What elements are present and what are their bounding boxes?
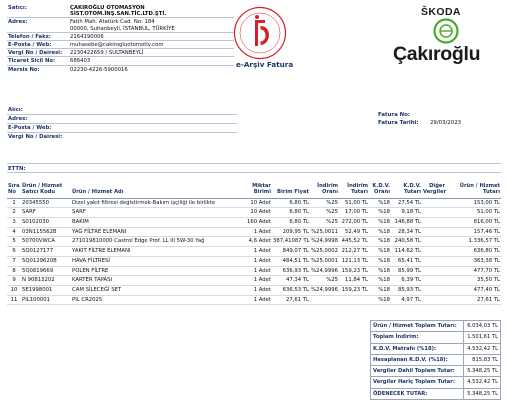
item-cell: [422, 247, 446, 257]
invoice-no-label: Fatura No:: [378, 112, 410, 118]
item-cell: 8: [7, 266, 21, 276]
total-label: Ürün / Hizmet Toplam Tutarı:: [371, 321, 464, 332]
item-cell: 11: [7, 295, 21, 305]
seller-row: [7, 65, 234, 73]
total-label: Vergiler Hariç Toplam Tutar:: [371, 377, 464, 388]
item-cell: %18: [369, 198, 391, 208]
item-cell: 157,46 TL: [446, 227, 501, 237]
items-header-cell: K.D.V. Oranı: [369, 183, 391, 198]
item-cell: 5Q0819669: [21, 266, 71, 276]
item-cell: YAKIT FİLTRE ELEMANI: [71, 247, 239, 257]
item-cell: %18: [369, 256, 391, 266]
item-cell: 27,54 TL: [391, 198, 422, 208]
item-cell: 1.336,57 TL: [446, 237, 501, 247]
item-cell: 484,51 TL: [272, 256, 310, 266]
total-row: [371, 321, 501, 332]
item-cell: BAKIM: [71, 218, 239, 228]
buyer-row: [7, 133, 237, 142]
seller-value: 686403: [69, 57, 234, 65]
item-cell: 1 Adet: [239, 266, 272, 276]
seller-key: Adres:: [7, 18, 69, 26]
item-cell: %24,9996: [310, 285, 339, 295]
item-cell: 85,99 TL: [391, 266, 422, 276]
item-cell: [310, 295, 339, 305]
item-cell: 477,70 TL: [446, 266, 501, 276]
total-row: [371, 332, 501, 343]
item-row: [7, 295, 501, 305]
item-cell: %18: [369, 295, 391, 305]
item-cell: %18: [369, 247, 391, 257]
item-cell: %25: [310, 276, 339, 286]
item-row: [7, 285, 501, 295]
buyer-key: Alıcı:: [8, 107, 23, 113]
item-cell: 2: [7, 208, 21, 218]
total-row: [371, 343, 501, 354]
item-cell: 11,84 TL: [339, 276, 369, 286]
item-cell: 5Q0129620B: [21, 256, 71, 266]
item-cell: S0102030: [21, 218, 71, 228]
total-label: ÖDENECEK TUTAR:: [371, 388, 464, 399]
invoice-date-label: Fatura Tarihi:: [378, 120, 419, 126]
total-value: 4.532,42 TL: [463, 343, 500, 354]
total-value: 6.034,03 TL: [463, 321, 500, 332]
seller-value: 2230422659 / SULTANBEYLİ: [69, 49, 234, 57]
item-cell: [422, 266, 446, 276]
item-cell: 1 Adet: [239, 276, 272, 286]
item-cell: 445,52 TL: [339, 237, 369, 247]
item-cell: 146,88 TL: [391, 218, 422, 228]
item-cell: 51,00 TL: [446, 208, 501, 218]
seller-value: muhasebe@cakirogluotomotiv.com: [69, 41, 234, 49]
skoda-logo-text: ŠKODA: [421, 6, 461, 18]
invoice-date-value: 29/03/2023: [430, 120, 462, 126]
item-cell: 50700VWCA: [21, 237, 71, 247]
item-cell: %25,0011: [310, 227, 339, 237]
item-cell: 10 Adet: [239, 198, 272, 208]
item-cell: 27,61 TL: [446, 295, 501, 305]
total-row: [371, 354, 501, 365]
item-cell: POLEN FİLTRE: [71, 266, 239, 276]
item-cell: 20345550: [21, 198, 71, 208]
item-cell: [422, 227, 446, 237]
items-header-cell: Diğer Vergiler: [422, 183, 446, 198]
item-cell: 272,00 TL: [339, 218, 369, 228]
total-row: [371, 377, 501, 388]
item-cell: %18: [369, 227, 391, 237]
item-cell: [422, 237, 446, 247]
item-cell: 52,49 TL: [339, 227, 369, 237]
item-cell: 27,61 TL: [272, 295, 310, 305]
item-cell: 10: [7, 285, 21, 295]
seller-value: 2164190006: [69, 32, 234, 40]
item-cell: 5E1998001: [21, 285, 71, 295]
item-cell: 1 Adet: [239, 227, 272, 237]
buyer-row: [7, 115, 237, 124]
seller-value: SİST.OTOM.İNŞ.SAN.TİC.LTD.ŞTİ.: [70, 11, 167, 18]
total-value: 5.348,25 TL: [463, 366, 500, 377]
item-cell: 9,18 TL: [391, 208, 422, 218]
seller-value: 02230-4226-5900016: [69, 65, 234, 73]
total-value: 4.532,42 TL: [463, 377, 500, 388]
seller-info: [7, 5, 234, 73]
total-value: 815,83 TL: [463, 354, 500, 365]
item-cell: 65,41 TL: [391, 256, 422, 266]
item-cell: 121,13 TL: [339, 256, 369, 266]
item-cell: 212,27 TL: [339, 247, 369, 257]
skoda-emblem-icon: [433, 18, 459, 44]
item-row: [7, 198, 501, 208]
item-cell: 114,62 TL: [391, 247, 422, 257]
seller-row: [7, 11, 234, 18]
item-cell: 636,53 TL: [272, 285, 310, 295]
item-cell: 209,95 TL: [272, 227, 310, 237]
item-cell: Dizel yakıt filtresi degistirmek-Bakım işçiliği ile birlikte: [71, 198, 239, 208]
item-cell: 51,00 TL: [339, 198, 369, 208]
item-cell: 1 Adet: [239, 256, 272, 266]
item-cell: 159,23 TL: [339, 266, 369, 276]
item-row: [7, 256, 501, 266]
item-cell: %25: [310, 198, 339, 208]
item-cell: %25: [310, 218, 339, 228]
items-header-cell: Ürün / Hizmet Tutarı: [446, 183, 501, 198]
seller-key: Vergi No / Dairesi:: [7, 49, 69, 57]
seller-key: Mersis No:: [7, 65, 69, 73]
item-cell: [422, 276, 446, 286]
ettn-label: ETTN:: [8, 166, 26, 172]
item-cell: 47,34 TL: [272, 276, 310, 286]
item-cell: 816,00 TL: [446, 218, 501, 228]
item-cell: 5Q0127177: [21, 247, 71, 257]
items-header-cell: Sıra No: [7, 183, 21, 198]
item-cell: 636,80 TL: [446, 247, 501, 257]
buyer-row: [7, 106, 237, 115]
item-cell: 28,34 TL: [391, 227, 422, 237]
item-cell: PIL CR2025: [71, 295, 239, 305]
buyer-key: Adres:: [7, 115, 237, 124]
item-cell: 159,23 TL: [339, 285, 369, 295]
item-cell: YAĞ FİLTRE ELEMANI: [71, 227, 239, 237]
item-cell: [422, 295, 446, 305]
item-cell: %18: [369, 285, 391, 295]
item-cell: 4: [7, 227, 21, 237]
item-cell: 03N115562B: [21, 227, 71, 237]
seller-key: Telefon / Faks:: [7, 32, 69, 40]
invoice-meta: [376, 111, 463, 127]
item-cell: 636,93 TL: [272, 266, 310, 276]
item-cell: [422, 208, 446, 218]
item-row: [7, 276, 501, 286]
seller-value: ÇAKIROĞLU OTOMASYON: [70, 5, 145, 11]
seller-key: Satıcı:: [8, 5, 27, 11]
item-cell: %18: [369, 218, 391, 228]
seller-row: [7, 26, 234, 33]
item-cell: %18: [369, 237, 391, 247]
item-cell: 387,41087 TL: [272, 237, 310, 247]
buyer-key: E-Posta / Web:: [7, 124, 237, 133]
item-cell: 7: [7, 256, 21, 266]
item-cell: 160 Adet: [239, 218, 272, 228]
item-cell: SARF: [21, 208, 71, 218]
item-cell: 17,00 TL: [339, 208, 369, 218]
seller-row: [7, 57, 234, 65]
item-row: [7, 227, 501, 237]
total-row: [371, 366, 501, 377]
item-cell: 9: [7, 276, 21, 286]
seller-row: [7, 41, 234, 49]
items-header-cell: İndirim Oranı: [310, 183, 339, 198]
item-cell: 1 Adet: [239, 285, 272, 295]
item-cell: KARTER TAPASI: [71, 276, 239, 286]
item-cell: 153,00 TL: [446, 198, 501, 208]
totals-table: [370, 320, 501, 400]
total-label: K.D.V. Matrahı (%18):: [371, 343, 464, 354]
item-cell: %24,9996: [310, 266, 339, 276]
e-arsiv-label: e-Arşiv Fatura: [236, 60, 294, 69]
items-header-cell: K.D.V. Tutarı: [391, 183, 422, 198]
item-cell: 4,6 Adet: [239, 237, 272, 247]
items-header-cell: Ürün / Hizmet Adı: [71, 183, 239, 198]
item-cell: 477,40 TL: [446, 285, 501, 295]
item-cell: 4,97 TL: [391, 295, 422, 305]
seller-key: E-Posta / Web:: [7, 41, 69, 49]
item-row: [7, 266, 501, 276]
item-cell: %25,0001: [310, 256, 339, 266]
item-cell: [422, 218, 446, 228]
total-value: 1.501,61 TL: [463, 332, 500, 343]
item-cell: %25: [310, 208, 339, 218]
seller-key: [7, 26, 69, 33]
total-row: [371, 388, 501, 399]
item-cell: %18: [369, 266, 391, 276]
item-cell: [422, 198, 446, 208]
total-label: Toplam İndirim:: [371, 332, 464, 343]
total-label: Vergiler Dahil Toplam Tutar:: [371, 366, 464, 377]
item-row: [7, 247, 501, 257]
item-cell: SARF: [71, 208, 239, 218]
seller-value: Fatih Mah. Atatürk Cad. No: 184: [69, 18, 234, 26]
item-cell: %18: [369, 208, 391, 218]
item-cell: [422, 256, 446, 266]
item-cell: 1: [7, 198, 21, 208]
dealer-logo-text: Çakıroğlu: [393, 43, 481, 65]
item-cell: 6,39 TL: [391, 276, 422, 286]
items-header-cell: Miktar Birimi: [239, 183, 272, 198]
seller-row: [7, 32, 234, 40]
seller-value: 00000, Sultanbeyli, İSTANBUL, TÜRKİYE: [70, 25, 175, 32]
total-value: 5.348,25 TL: [463, 388, 500, 399]
item-cell: %25,0002: [310, 247, 339, 257]
item-cell: 5: [7, 237, 21, 247]
items-header-cell: Ürün / Hizmet Satıcı Kodu: [21, 183, 71, 198]
items-header-cell: İndirim Tutarı: [339, 183, 369, 198]
item-cell: 3: [7, 218, 21, 228]
item-cell: N 90813202: [21, 276, 71, 286]
total-label: Hesaplanan K.D.V. (%18):: [371, 354, 464, 365]
seller-key: [7, 11, 69, 18]
buyer-row: [7, 124, 237, 133]
seller-key: Ticaret Sicil No:: [7, 57, 69, 65]
gib-seal-icon: [233, 6, 287, 60]
item-cell: 10 Adet: [239, 208, 272, 218]
item-row: [7, 218, 501, 228]
seller-row: [7, 18, 234, 26]
item-cell: 85,93 TL: [391, 285, 422, 295]
item-cell: [422, 285, 446, 295]
invoice-no-value: [428, 111, 463, 119]
item-cell: 6: [7, 247, 21, 257]
item-cell: HAVA FİLTRESİ: [71, 256, 239, 266]
item-cell: 6,80 TL: [272, 218, 310, 228]
item-cell: 849,07 TL: [272, 247, 310, 257]
buyer-info: [7, 106, 237, 141]
item-cell: 271019810000 Castrol Edge Prof. LL III 5W-30 Yağ: [71, 237, 239, 247]
seller-row: [7, 49, 234, 57]
item-cell: %18: [369, 276, 391, 286]
ettn-row: [7, 163, 501, 173]
item-cell: CAM SİLECEĞİ SET: [71, 285, 239, 295]
item-cell: 6,80 TL: [272, 198, 310, 208]
item-cell: [339, 295, 369, 305]
item-cell: 35,50 TL: [446, 276, 501, 286]
item-cell: %24,9998: [310, 237, 339, 247]
item-cell: 6,80 TL: [272, 208, 310, 218]
item-cell: 363,38 TL: [446, 256, 501, 266]
item-cell: 240,58 TL: [391, 237, 422, 247]
item-cell: PIL100001: [21, 295, 71, 305]
items-header-cell: Birim Fiyat: [272, 183, 310, 198]
buyer-key: Vergi No / Dairesi:: [7, 133, 237, 142]
item-row: [7, 208, 501, 218]
item-cell: 1 Adet: [239, 247, 272, 257]
items-table: [7, 183, 501, 305]
item-cell: 1 Adet: [239, 295, 272, 305]
item-row: [7, 237, 501, 247]
